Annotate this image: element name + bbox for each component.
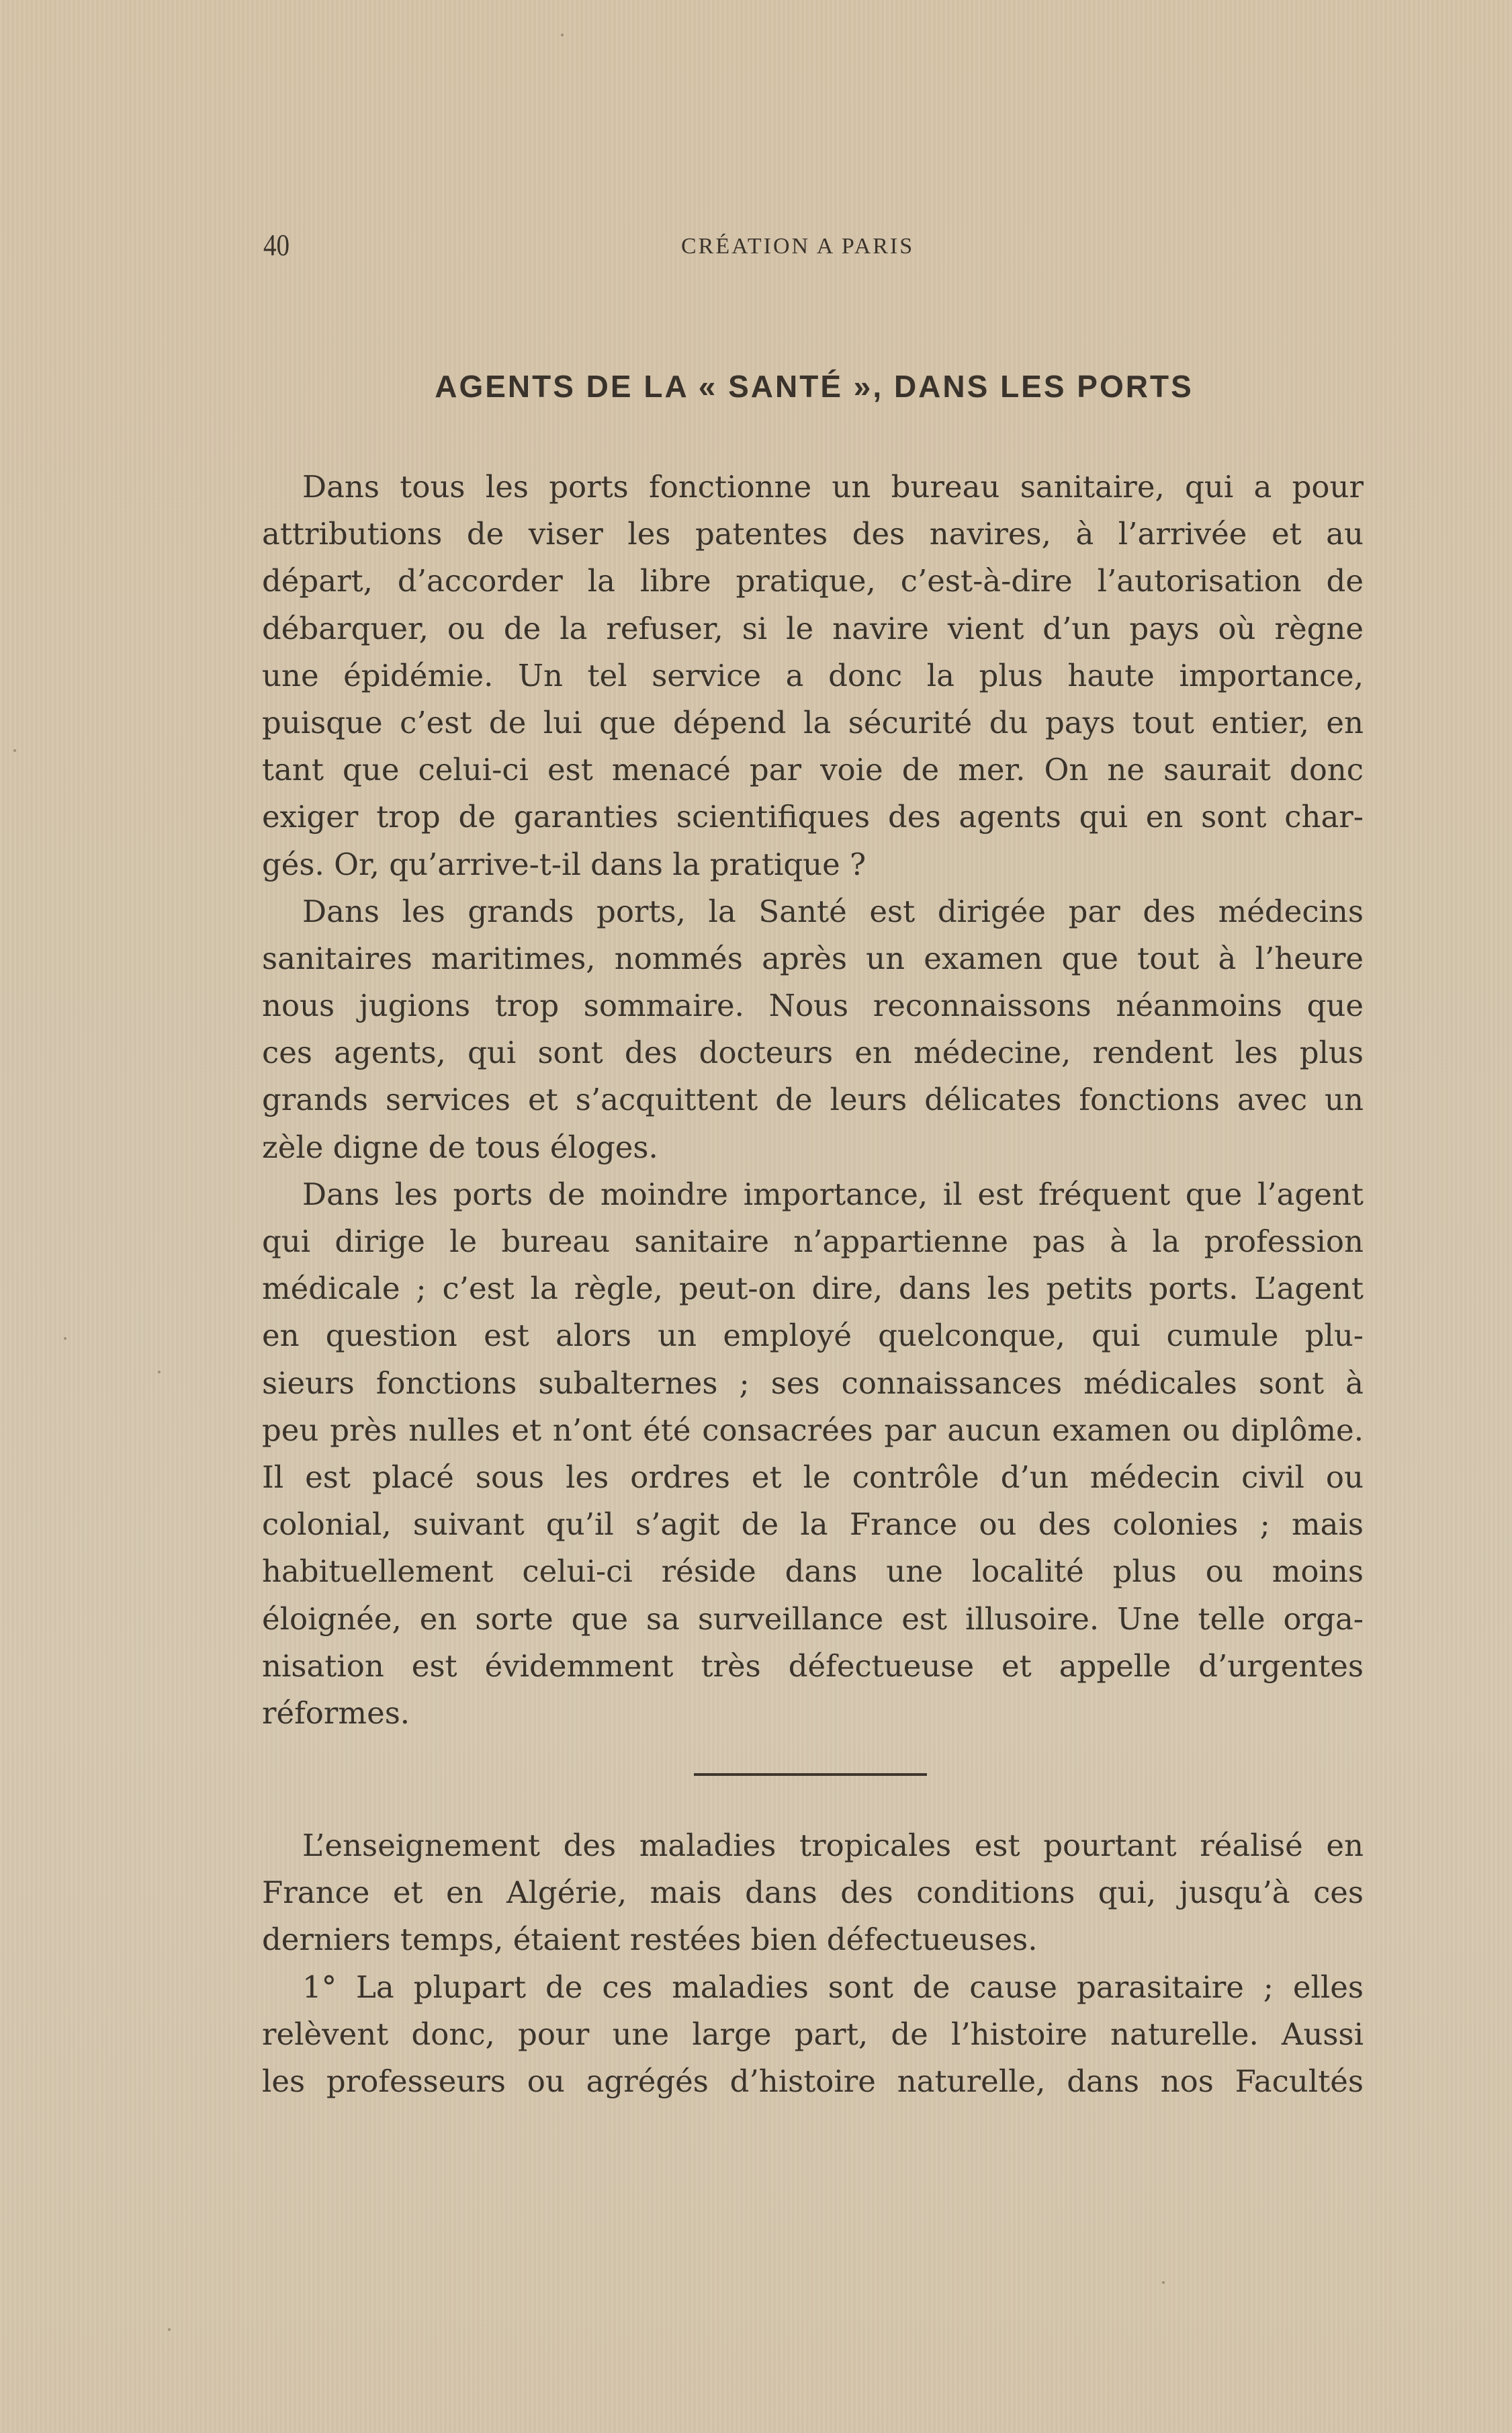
text-line: exiger trop de garanties scientifiques des agents qui en sont char- <box>262 799 1364 835</box>
paper-speck <box>158 1371 161 1373</box>
text-line: nous jugions trop sommaire. Nous reconnaissons néanmoins que <box>262 988 1364 1024</box>
text-line: Il est placé sous les ordres et le contrôle d’un médecin civil ou <box>262 1459 1364 1495</box>
text-line: une épidémie. Un tel service a donc la plus haute importance, <box>262 657 1364 693</box>
paper-speck <box>64 1337 66 1340</box>
text-line: L’enseignement des maladies tropicales est pourtant réalisé en <box>302 1828 1364 1863</box>
text-line: médicale ; c’est la règle, peut-on dire, dans les petits ports. L’agent <box>262 1271 1364 1307</box>
text-line: éloignée, en sorte que sa surveillance est illusoire. Une telle orga- <box>262 1600 1364 1637</box>
text-line: derniers temps, étaient restées bien défectueuses. <box>262 1922 1038 1958</box>
text-line: Dans les grands ports, la Santé est dirigée par des médecins <box>302 893 1364 929</box>
text-line: colonial, suivant qu’il s’agit de la France ou des colonies ; mais <box>262 1506 1364 1543</box>
body-text-section-2 <box>262 1822 1364 2105</box>
text-line: zèle digne de tous éloges. <box>262 1129 658 1165</box>
page-number: 40 <box>263 228 290 262</box>
paragraph <box>262 888 1364 1171</box>
text-line: sanitaires maritimes, nommés après un examen que tout à l’heure <box>262 940 1364 976</box>
text-line: grands services et s’acquittent de leurs délicates fonctions avec un <box>262 1082 1364 1118</box>
text-line: en question est alors un employé quelconque, qui cumule plu- <box>262 1318 1364 1354</box>
text-line: débarquer, ou de la refuser, si le navire vient d’un pays où règne <box>262 610 1364 646</box>
running-head <box>263 225 1365 265</box>
paper-speck <box>561 34 564 36</box>
paragraph <box>262 1171 1364 1737</box>
text-line: ces agents, qui sont des docteurs en médecine, rendent les plus <box>262 1035 1364 1071</box>
text-line: Dans les ports de moindre importance, il est fréquent que l’agent <box>302 1176 1364 1212</box>
text-line: les professeurs ou agrégés d’histoire naturelle, dans nos Facultés <box>262 2063 1364 2099</box>
paragraph <box>262 1822 1364 1964</box>
text-line: puisque c’est de lui que dépend la sécurité du pays tout entier, en <box>262 704 1364 740</box>
paper-speck <box>13 749 16 752</box>
text-line: gés. Or, qu’arrive-t-il dans la pratique ? <box>262 846 866 882</box>
text-line: nisation est évidemment très défectueuse et appelle d’urgentes <box>262 1648 1364 1684</box>
text-line: sieurs fonctions subalternes ; ses connaissances médicales sont à <box>262 1365 1364 1401</box>
paragraph <box>262 1964 1364 2106</box>
text-line: France et en Algérie, mais dans des conditions qui, jusqu’à ces <box>262 1875 1364 1911</box>
text-line: qui dirige le bureau sanitaire n’appartienne pas à la profession <box>262 1224 1364 1259</box>
text-line: départ, d’accorder la libre pratique, c’est-à-dire l’autorisation de <box>262 563 1364 599</box>
paper-speck <box>168 2328 171 2331</box>
text-line: 1° La plupart de ces maladies sont de cause parasitaire ; elles <box>302 1969 1364 2005</box>
text-line: tant que celui-ci est menacé par voie de mer. On ne saurait donc <box>262 752 1364 788</box>
section-heading: AGENTS DE LA « SANTÉ », DANS LES PORTS <box>435 369 1194 404</box>
running-title: CRÉATION A PARIS <box>681 234 915 259</box>
text-line: Dans tous les ports fonctionne un bureau sanitaire, qui a pour <box>302 469 1364 505</box>
paragraph <box>262 464 1364 888</box>
text-line: attributions de viser les patentes des navires, à l’arrivée et au <box>262 516 1364 552</box>
text-line: réformes. <box>262 1695 410 1731</box>
text-line: habituellement celui-ci réside dans une localité plus ou moins <box>262 1553 1364 1590</box>
paper-speck <box>1162 2281 1165 2284</box>
section-divider-rule <box>694 1773 927 1776</box>
text-line: relèvent donc, pour une large part, de l’histoire naturelle. Aussi <box>262 2016 1364 2052</box>
text-line: peu près nulles et n’ont été consacrées par aucun examen ou diplôme. <box>262 1412 1364 1448</box>
body-text-section-1 <box>262 464 1364 1737</box>
